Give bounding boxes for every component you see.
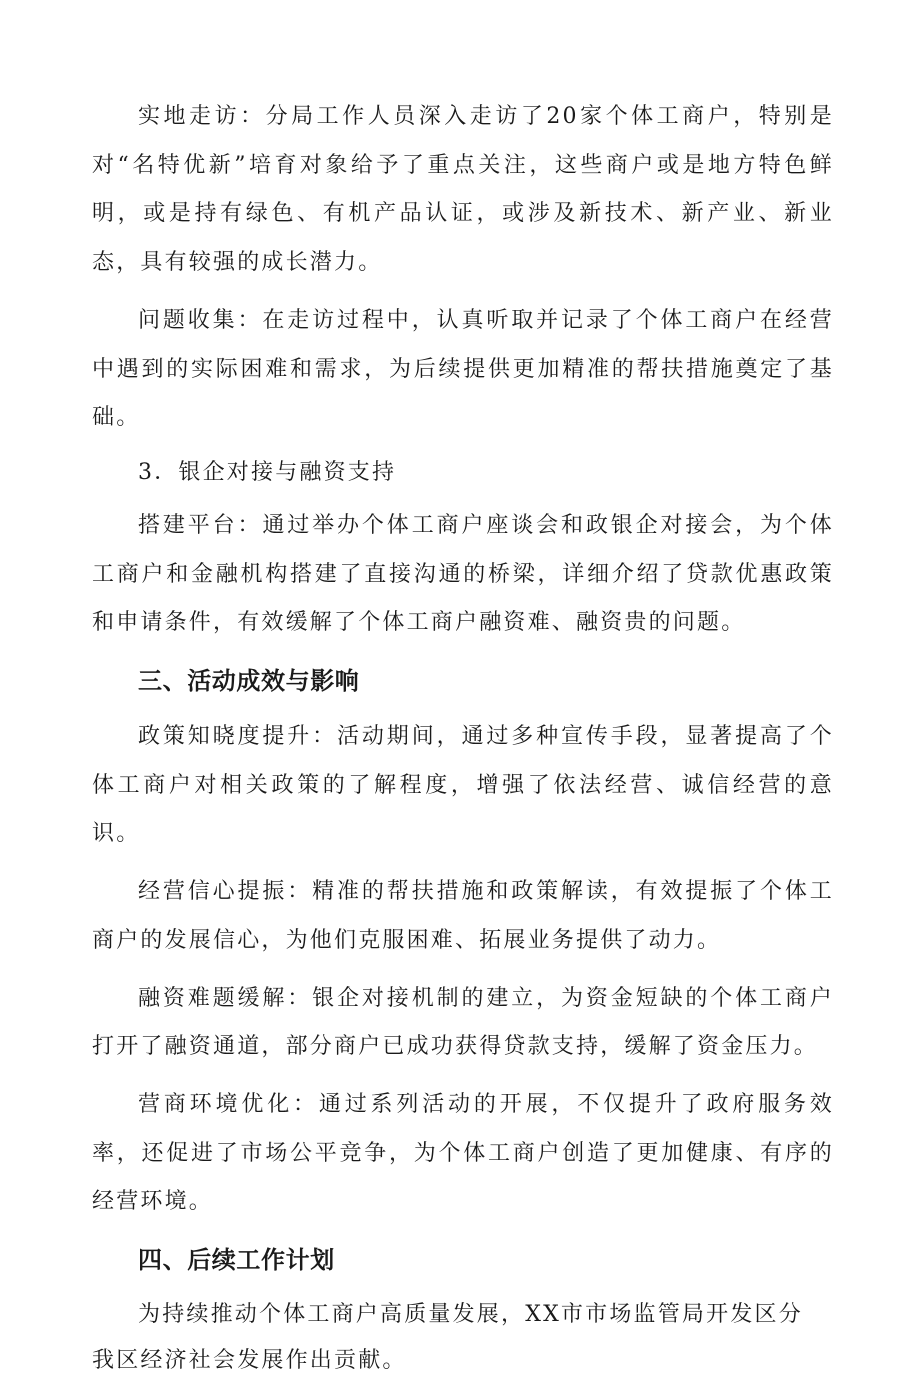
item-heading-bank-enterprise: 3．银企对接与融资支持 [138, 459, 397, 485]
paragraph-follow-up-plan [92, 1292, 834, 1384]
follow-up-line-2: 我区经济社会发展作出贡献。 [92, 1348, 407, 1374]
section-heading-follow-up: 四、后续工作计划 [138, 1246, 335, 1275]
paragraph-problem-collection: 问题收集：在走访过程中，认真听取并记录了个体工商户在经营中遇到的实际困难和需求，为后续提供更加精准的帮扶措施奠定了基础。 [92, 307, 834, 431]
follow-up-line-1: 为持续推动个体工商户高质量发展，XX市市场监管局开发区分 [138, 1302, 803, 1328]
paragraph-platform-building: 搭建平台：通过举办个体工商户座谈会和政银企对接会，为个体工商户和金融机构搭建了直接沟通的桥梁，详细介绍了贷款优惠政策和申请条件，有效缓解了个体工商户融资难、融资贵的问题。 [92, 512, 834, 636]
paragraph-business-environment: 营商环境优化：通过系列活动的开展，不仅提升了政府服务效率，还促进了市场公平竞争，为个体工商户创造了更加健康、有序的经营环境。 [92, 1091, 834, 1215]
paragraph-policy-awareness: 政策知晓度提升：活动期间，通过多种宣传手段，显著提高了个体工商户对相关政策的了解程度，增强了依法经营、诚信经营的意识。 [92, 724, 834, 847]
paragraph-business-confidence: 经营信心提振：精准的帮扶措施和政策解读，有效提振了个体工商户的发展信心，为他们克服困难、拓展业务提供了动力。 [92, 879, 834, 953]
paragraph-field-visits: 实地走访：分局工作人员深入走访了20家个体工商户，特别是对“名特优新”培育对象给予了重点关注，这些商户或是地方特色鲜明，或是持有绿色、有机产品认证，或涉及新技术、新产业、新业态，具有较强的成长潜力。 [92, 104, 834, 276]
paragraph-financing-relief: 融资难题缓解：银企对接机制的建立，为资金短缺的个体工商户打开了融资通道，部分商户已成功获得贷款支持，缓解了资金压力。 [92, 985, 834, 1060]
section-heading-results: 三、活动成效与影响 [138, 667, 360, 696]
document-body [92, 93, 834, 1384]
